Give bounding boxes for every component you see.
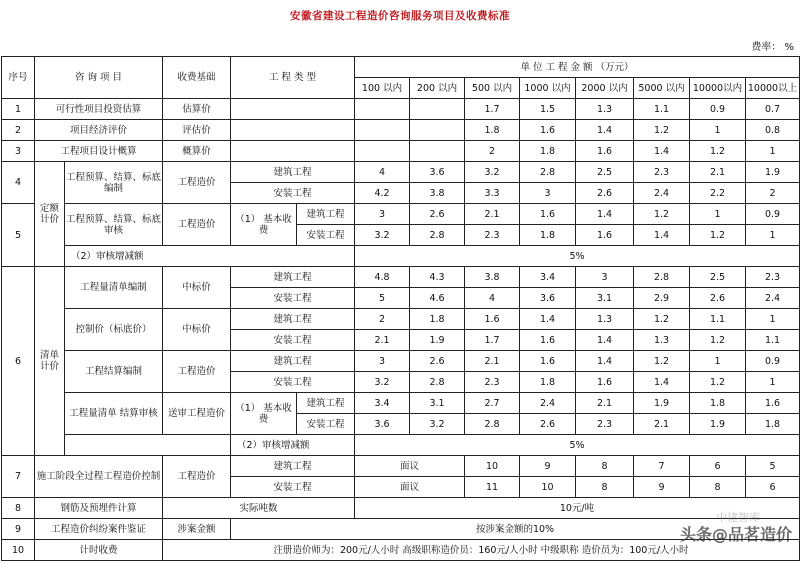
row-type: 安装工程 — [231, 330, 355, 351]
value-cell: 2.6 — [410, 204, 465, 225]
row-basis: 涉案金额 — [163, 519, 231, 540]
row-item: 工程量清单 结算审核 — [65, 393, 163, 435]
range-cell: 200 以内 — [410, 78, 465, 99]
value-cell: 1.8 — [690, 393, 746, 414]
row-type: 建筑工程 — [231, 162, 355, 183]
row-item: 项目经济评价 — [35, 120, 163, 141]
value-cell: 3.1 — [410, 393, 465, 414]
table-row — [2, 267, 800, 288]
value-cell: 6 — [746, 477, 800, 498]
row-type: 安装工程 — [231, 477, 355, 498]
row-basis: 中标价 — [163, 267, 231, 309]
value-cell: 2.8 — [465, 414, 520, 435]
value-cell: 1.2 — [690, 141, 746, 162]
row-subtype: （1） 基本收费 — [231, 393, 297, 435]
row-basis: 中标价 — [163, 309, 231, 351]
value-cell: 4 — [355, 162, 410, 183]
value-cell: 3 — [520, 183, 576, 204]
rate-label: 费率： % — [751, 42, 794, 53]
value-cell: 2.3 — [465, 372, 520, 393]
value-cell: 5% — [355, 246, 800, 267]
value-cell: 2.4 — [520, 393, 576, 414]
value-cell: 9 — [634, 477, 690, 498]
value-cell: 1 — [690, 351, 746, 372]
range-cell: 500 以内 — [465, 78, 520, 99]
value-cell: 2.2 — [690, 183, 746, 204]
value-cell: 3.1 — [576, 288, 634, 309]
value-cell: 0.8 — [746, 120, 800, 141]
value-cell — [410, 141, 465, 162]
header-row — [2, 57, 800, 78]
value-cell: 1.6 — [520, 204, 576, 225]
row-item: 施工阶段全过程工程造价控制 — [35, 456, 163, 498]
value-cell: 8 — [576, 477, 634, 498]
value-cell: 面议 — [355, 456, 465, 477]
spacer-cell — [65, 435, 231, 456]
value-cell: 1.2 — [690, 330, 746, 351]
row-item: 可行性项目投资估算 — [35, 99, 163, 120]
value-cell: 1.2 — [634, 351, 690, 372]
header-type: 工 程 类 型 — [231, 57, 355, 99]
value-cell: 3.3 — [465, 183, 520, 204]
value-cell: 0.7 — [746, 99, 800, 120]
value-cell: 2.7 — [465, 393, 520, 414]
table-row — [2, 456, 800, 477]
row-basis: 概算价 — [163, 141, 231, 162]
page-title: 安徽省建设工程造价咨询服务项目及收费标准 — [290, 10, 510, 22]
value-cell: 2.1 — [634, 414, 690, 435]
value-cell: 4.8 — [355, 267, 410, 288]
row-item: 钢筋及预埋件计算 — [35, 498, 163, 519]
row-type: 建筑工程 — [231, 309, 355, 330]
value-cell: 2 — [746, 183, 800, 204]
value-cell: 1.6 — [520, 351, 576, 372]
value-cell: 10 — [520, 477, 576, 498]
value-cell: 3 — [355, 204, 410, 225]
value-cell: 1.4 — [634, 225, 690, 246]
value-cell: 2.1 — [465, 351, 520, 372]
value-cell: 2.9 — [634, 288, 690, 309]
value-cell: 1.4 — [576, 120, 634, 141]
row-type: 安装工程 — [231, 183, 355, 204]
range-cell: 2000 以内 — [576, 78, 634, 99]
value-cell: 0.9 — [746, 204, 800, 225]
value-cell: 1.8 — [410, 309, 465, 330]
value-cell: 1 — [746, 372, 800, 393]
value-cell: 1.6 — [465, 309, 520, 330]
table-row — [2, 246, 800, 267]
value-cell: 1.6 — [520, 330, 576, 351]
value-cell: 2.8 — [410, 225, 465, 246]
value-cell: 2.1 — [465, 204, 520, 225]
value-cell: 3.2 — [355, 225, 410, 246]
value-cell: 1.6 — [520, 120, 576, 141]
value-cell: 4.2 — [355, 183, 410, 204]
row-basis: 估算价 — [163, 99, 231, 120]
value-cell: 1 — [746, 309, 800, 330]
table-row — [2, 99, 800, 120]
value-cell: 2.8 — [634, 267, 690, 288]
value-cell: 2.5 — [690, 267, 746, 288]
value-cell: 1.9 — [746, 162, 800, 183]
value-cell: 1.7 — [465, 99, 520, 120]
row-item: 工程项目设计概算 — [35, 141, 163, 162]
row-no: 3 — [2, 141, 35, 162]
table-row — [2, 141, 800, 162]
row-type: 建筑工程 — [231, 351, 355, 372]
row-type: 建筑工程 — [297, 393, 355, 414]
value-cell: 3 — [355, 351, 410, 372]
value-cell: 3.2 — [465, 162, 520, 183]
header-basis: 收费基础 — [163, 57, 231, 99]
value-cell: 1.6 — [576, 225, 634, 246]
range-cell: 10000以上 — [746, 78, 800, 99]
value-cell: 1 — [746, 225, 800, 246]
value-cell: 1.8 — [746, 414, 800, 435]
header-amount: 单 位 工 程 金 额 （万元） — [355, 57, 800, 78]
table-row — [2, 435, 800, 456]
value-cell: 1.8 — [520, 225, 576, 246]
value-cell: 注册造价师为：200元/人小时 高级职称造价员：160元/人小时 中级职称 造价员为：100元/人小时 — [163, 540, 800, 561]
value-cell: 1.9 — [634, 393, 690, 414]
range-cell: 100 以内 — [355, 78, 410, 99]
value-cell: 2 — [465, 141, 520, 162]
row-basis: 送审工程造价 — [163, 393, 231, 435]
value-cell: 4.6 — [410, 288, 465, 309]
value-cell: 3.6 — [410, 162, 465, 183]
row-type: （2）审核增减额 — [231, 435, 355, 456]
range-cell: 10000以内 — [690, 78, 746, 99]
row-type: 安装工程 — [231, 288, 355, 309]
value-cell: 3.4 — [520, 267, 576, 288]
value-cell: 2.3 — [465, 225, 520, 246]
value-cell: 2.8 — [410, 372, 465, 393]
value-cell: 8 — [576, 456, 634, 477]
value-cell — [355, 120, 410, 141]
row-basis: 工程造价 — [163, 204, 231, 246]
watermark: 头条@品茗造价 — [679, 525, 792, 544]
value-cell: 1.1 — [746, 330, 800, 351]
row-type: 建筑工程 — [231, 267, 355, 288]
row-item: 工程预算、结算、标底编制 — [65, 162, 163, 204]
value-cell: 8 — [690, 477, 746, 498]
row-item: 控制价（标底价） — [65, 309, 163, 351]
value-cell: 1.4 — [634, 372, 690, 393]
row-basis: 实际吨数 — [163, 498, 355, 519]
value-cell: 1.2 — [634, 204, 690, 225]
row-type — [231, 141, 355, 162]
value-cell: 1.6 — [576, 372, 634, 393]
value-cell: 0.9 — [690, 99, 746, 120]
row-no: 6 — [2, 267, 35, 456]
value-cell — [355, 141, 410, 162]
value-cell: 9 — [520, 456, 576, 477]
value-cell: 1.4 — [576, 204, 634, 225]
table-row — [2, 309, 800, 330]
value-cell — [410, 99, 465, 120]
value-cell: 2.3 — [634, 162, 690, 183]
value-cell: 1.4 — [576, 330, 634, 351]
value-cell: 2.8 — [520, 162, 576, 183]
table-row — [2, 393, 800, 414]
value-cell: 5 — [355, 288, 410, 309]
value-cell: 2.6 — [576, 183, 634, 204]
value-cell: 5% — [355, 435, 800, 456]
value-cell: 5 — [746, 456, 800, 477]
value-cell: 1.8 — [520, 141, 576, 162]
watermark-secondary: 中建智库 — [716, 511, 760, 524]
row-type: 安装工程 — [297, 414, 355, 435]
row-item: 工程结算编制 — [65, 351, 163, 393]
value-cell: 1.9 — [410, 330, 465, 351]
value-cell: 3.2 — [410, 414, 465, 435]
value-cell: 11 — [465, 477, 520, 498]
value-cell: 3.6 — [520, 288, 576, 309]
value-cell: 2.3 — [576, 414, 634, 435]
value-cell: 1.2 — [634, 120, 690, 141]
value-cell: 1.4 — [520, 309, 576, 330]
row-no: 4 — [2, 162, 35, 204]
group-label: 定额计价 — [35, 162, 65, 267]
value-cell: 3.8 — [410, 183, 465, 204]
value-cell: 1.2 — [690, 225, 746, 246]
value-cell: 1 — [746, 141, 800, 162]
row-item: 工程造价纠纷案件鉴证 — [35, 519, 163, 540]
value-cell: 1.7 — [465, 330, 520, 351]
value-cell: 1.4 — [576, 351, 634, 372]
table-row — [2, 498, 800, 519]
value-cell: 1.1 — [690, 309, 746, 330]
value-cell: 1.9 — [690, 414, 746, 435]
row-type — [231, 99, 355, 120]
value-cell: 2.6 — [690, 288, 746, 309]
row-basis: 工程造价 — [163, 456, 231, 498]
value-cell: 2.1 — [576, 393, 634, 414]
value-cell: 2.6 — [520, 414, 576, 435]
header-no: 序号 — [2, 57, 35, 99]
row-no: 8 — [2, 498, 35, 519]
value-cell: 1.3 — [634, 330, 690, 351]
row-item: 工程量清单编制 — [65, 267, 163, 309]
value-cell: 1.6 — [576, 141, 634, 162]
value-cell: 1 — [690, 204, 746, 225]
value-cell: 6 — [690, 456, 746, 477]
range-cell: 5000 以内 — [634, 78, 690, 99]
value-cell: 2.4 — [634, 183, 690, 204]
value-cell: 4 — [465, 288, 520, 309]
row-type — [231, 120, 355, 141]
value-cell: 10元/吨 — [355, 498, 800, 519]
value-cell: 10 — [465, 456, 520, 477]
value-cell: 1.1 — [634, 99, 690, 120]
value-cell: 3 — [576, 267, 634, 288]
value-cell: 2.5 — [576, 162, 634, 183]
value-cell: 2.4 — [746, 288, 800, 309]
row-no: 7 — [2, 456, 35, 498]
value-cell: 1.3 — [576, 99, 634, 120]
value-cell: 1.8 — [465, 120, 520, 141]
value-cell: 2 — [355, 309, 410, 330]
table-row — [2, 162, 800, 183]
fee-table — [1, 56, 800, 561]
value-cell: 7 — [634, 456, 690, 477]
value-cell: 3.6 — [355, 414, 410, 435]
row-type: 建筑工程 — [297, 204, 355, 225]
row-type: 建筑工程 — [231, 456, 355, 477]
value-cell: 0.9 — [746, 351, 800, 372]
value-cell: 3.8 — [465, 267, 520, 288]
value-cell — [355, 99, 410, 120]
range-cell: 1000 以内 — [520, 78, 576, 99]
row-type: （2）审核增减额 — [65, 246, 355, 267]
value-cell: 1.2 — [690, 372, 746, 393]
value-cell: 1 — [690, 120, 746, 141]
value-cell: 按涉案金额的10% — [231, 519, 800, 540]
value-cell: 1.6 — [746, 393, 800, 414]
row-basis: 评估价 — [163, 120, 231, 141]
table-row — [2, 351, 800, 372]
row-basis: 工程造价 — [163, 162, 231, 204]
value-cell: 4.3 — [410, 267, 465, 288]
row-subtype: （1） 基本收费 — [231, 204, 297, 246]
value-cell: 1.4 — [634, 141, 690, 162]
row-type: 安装工程 — [297, 225, 355, 246]
row-item: 计时收费 — [35, 540, 163, 561]
value-cell: 1.3 — [576, 309, 634, 330]
row-no: 9 — [2, 519, 35, 540]
table-row — [2, 204, 800, 225]
value-cell: 2.1 — [690, 162, 746, 183]
value-cell: 1.5 — [520, 99, 576, 120]
row-no: 2 — [2, 120, 35, 141]
row-no: 5 — [2, 204, 35, 267]
value-cell: 3.4 — [355, 393, 410, 414]
row-basis: 工程造价 — [163, 351, 231, 393]
value-cell: 1.2 — [634, 309, 690, 330]
header-item: 咨 询 项 目 — [35, 57, 163, 99]
value-cell: 2.1 — [355, 330, 410, 351]
value-cell: 2.3 — [746, 267, 800, 288]
value-cell: 1.8 — [520, 372, 576, 393]
row-no: 1 — [2, 99, 35, 120]
group-label: 清单计价 — [35, 267, 65, 456]
value-cell — [410, 120, 465, 141]
value-cell: 面议 — [355, 477, 465, 498]
row-type: 安装工程 — [231, 372, 355, 393]
table-row — [2, 120, 800, 141]
row-no: 10 — [2, 540, 35, 561]
value-cell: 3.2 — [355, 372, 410, 393]
value-cell: 2.6 — [410, 351, 465, 372]
row-item: 工程预算、结算、标底审核 — [65, 204, 163, 246]
